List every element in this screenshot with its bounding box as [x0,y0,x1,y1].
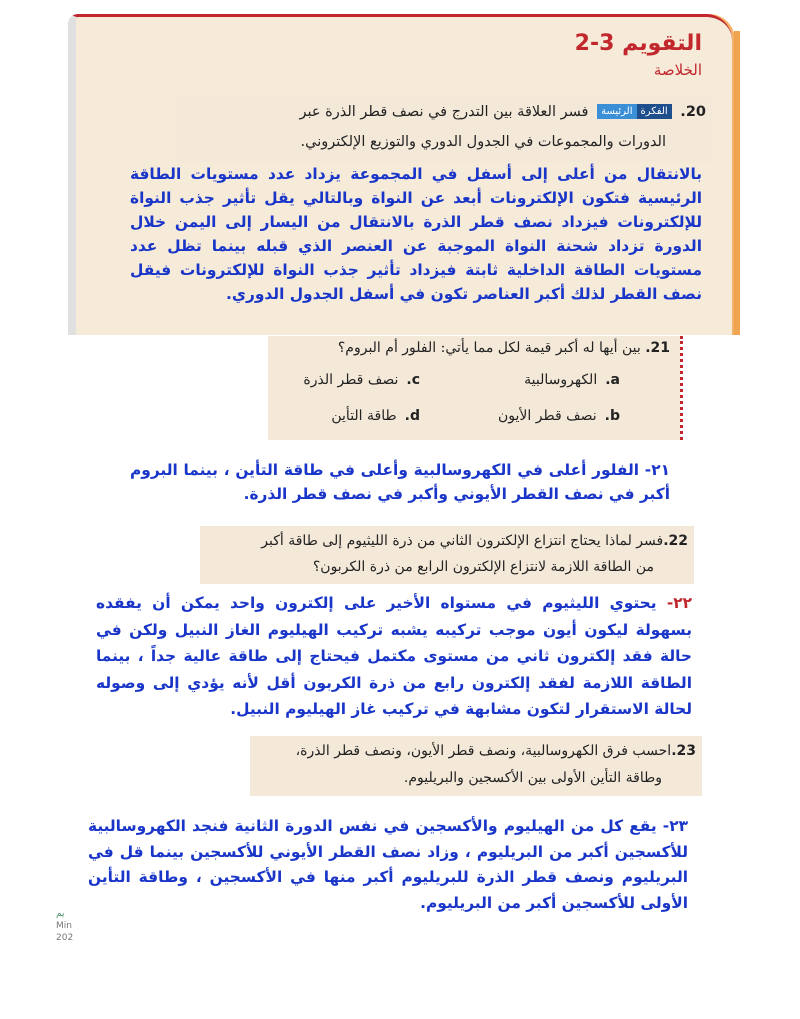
question-23 [250,736,702,796]
question-21-option-d: d.طاقة التأين [331,408,420,424]
section-title: التقويم 3-2 [574,31,702,56]
section-header [575,29,702,81]
answer-22-text: يحتوي الليثيوم في مستواه الأخير على إلكترون واحد يمكن أن يفقده بسهولة ليكون أيون موجب تركيبه يشبه تركيب الهيليوم الغاز النبيل ولكن في حالة فقد إلكترون ثاني من مستوى مكتمل فيحتاج إلى طاقة عالية جداً ، بينما الطاقة اللازمة لفقد إلكترون رابع من ذرة الكربون أقل لأنه يؤدي إلى وصوله لحالة الاستقرار لتكون مشابهة في تركيب غاز الهيليوم النبيل. [96,594,692,718]
question-21-number: 21. [645,340,670,356]
question-20-text-1: فسر العلاقة بين التدرج في نصف قطر الذرة عبر [299,104,589,120]
ministry-logo-fragment: يم Min 202 [56,909,74,943]
answer-22-number: ٢٢- [666,594,692,612]
section-subtitle: الخلاصة [653,61,702,79]
question-22-text-1: فسر لماذا يحتاج انتزاع الإلكترون الثاني من ذرة الليثيوم إلى طاقة أكبر [261,533,664,549]
question-20-text-2: الدورات والمجموعات في الجدول الدوري والتوزيع الإلكتروني. [300,134,666,150]
question-22-line-1 [200,528,688,554]
question-21-option-b: b.نصف قطر الأيون [498,408,620,424]
answer-22 [96,590,692,723]
question-21-option-a: a.الكهروسالبية [524,372,620,388]
answer-20: بالانتقال من أعلى إلى أسفل في المجموعة يزداد عدد مستويات الطاقة الرئيسية فتكون الإلكترونات أبعد عن النواة وبالتالي يقل تأثير جذب النواة للإلكترونات فيزداد نصف قطر الذرة بالانتقال من اليسار إلى اليمن خلال الدورة تزداد شحنة النواة الموجبة عن العنصر الذي قبله بينما تظل عدد مستويات الطاقة الداخلية ثابتة فيزداد تأثير جذب النواة للإلكترونات فيقل نصف القطر لذلك أكبر العناصر تكون في أسفل الجدول الدوري. [130,165,702,303]
question-21-prompt [338,340,670,356]
page-edge-dots [680,336,683,440]
question-21-option-c: c.نصف قطر الذرة [303,372,420,388]
question-20-number: 20. [680,104,706,120]
question-23-text-1: احسب فرق الكهروسالبية، ونصف قطر الأيون، ونصف قطر الذرة، [295,743,672,759]
question-22-number: 22. [663,533,688,549]
answer-23: ٢٣- يقع كل من الهيليوم والأكسجين في نفس الدورة الثانية فنجد الكهروسالبية للأكسجين أكبر من البريليوم ، وزاد نصف القطر الأيوني للأكسجين بينما قل في البريليوم ونصف قطر الذرة للبريليوم أكبر منها في الأكسجين ، وطاقة التأين الأولى للأكسجين أكبر من البريليوم. [88,817,688,912]
question-20 [176,96,712,162]
question-23-number: 23. [671,743,696,759]
question-20-line-1 [176,96,706,128]
question-22-text-2: من الطاقة اللازمة لانتزاع الإلكترون الرابع من ذرة الكربون؟ [312,559,654,575]
question-21-text: بين أيها له أكبر قيمة لكل مما يأتي: الفلور أم البروم؟ [337,340,641,356]
main-idea-badge: الفكرةالرئيسة [593,96,676,128]
answer-21: ٢١- الفلور أعلى في الكهروسالبية وأعلى في طاقة التأين ، بينما البروم أكبر في نصف القطر الأيوني وأكبر في نصف قطر الذرة. [130,461,670,503]
question-21 [268,336,680,440]
question-23-line-1 [250,738,696,765]
question-22 [200,526,694,584]
question-23-text-2: وطاقة التأين الأولى بين الأكسجين والبريليوم. [403,770,662,786]
